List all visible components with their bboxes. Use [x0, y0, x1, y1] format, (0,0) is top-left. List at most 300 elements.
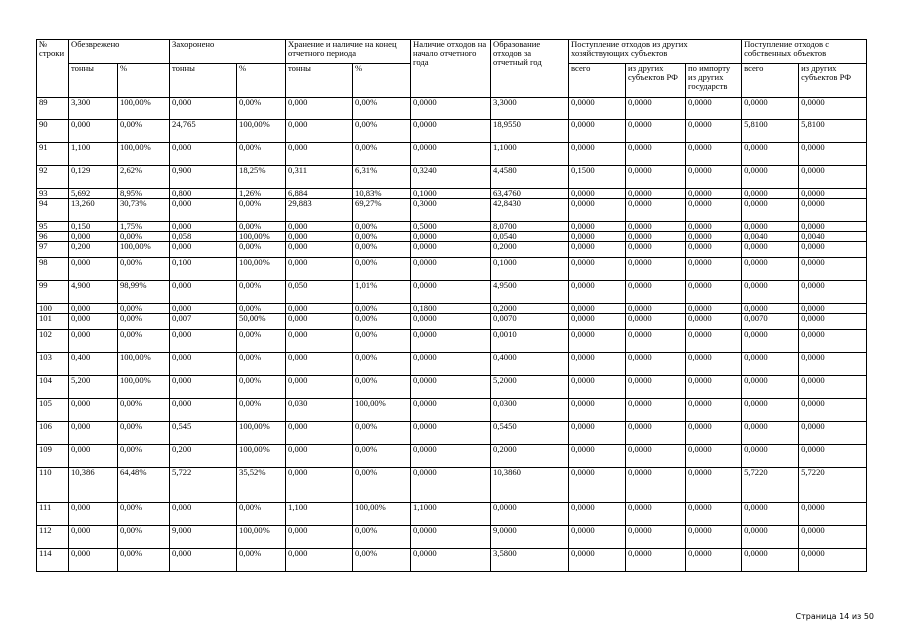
table-cell: 0,000 — [286, 468, 353, 503]
table-cell: 0,00% — [237, 353, 286, 376]
table-cell: 0,000 — [170, 503, 237, 526]
table-cell: 0,00% — [353, 314, 411, 330]
table-cell: 9,0000 — [491, 526, 569, 549]
table-row — [37, 526, 867, 549]
table-cell: 0,0000 — [411, 120, 491, 143]
table-cell: 0,3000 — [411, 199, 491, 222]
table-cell: 0,0000 — [686, 468, 742, 503]
row-number-cell: 101 — [37, 314, 69, 330]
table-cell: 0,00% — [237, 399, 286, 422]
table-cell: 4,4580 — [491, 166, 569, 189]
table-cell: 0,000 — [286, 445, 353, 468]
table-cell: 0,0000 — [686, 258, 742, 281]
table-cell: 0,0000 — [686, 399, 742, 422]
table-cell: 0,0000 — [686, 549, 742, 572]
table-cell: 0,0000 — [799, 304, 867, 314]
table-cell: 0,000 — [286, 376, 353, 399]
table-row — [37, 503, 867, 526]
table-cell: 0,00% — [237, 281, 286, 304]
table-cell: 0,0000 — [799, 281, 867, 304]
table-cell: 0,0000 — [799, 98, 867, 120]
table-cell: 0,900 — [170, 166, 237, 189]
table-cell: 0,0000 — [686, 120, 742, 143]
table-cell: 0,0000 — [799, 549, 867, 572]
table-cell: 0,0000 — [411, 258, 491, 281]
waste-table — [36, 39, 867, 572]
header-neutralized: Обезврежено — [69, 40, 170, 64]
table-cell: 0,0000 — [411, 314, 491, 330]
table-cell: 100,00% — [237, 526, 286, 549]
table-cell: 0,545 — [170, 422, 237, 445]
table-row — [37, 281, 867, 304]
table-row — [37, 399, 867, 422]
table-row — [37, 120, 867, 143]
table-cell: 5,7220 — [742, 468, 799, 503]
row-number-cell: 106 — [37, 422, 69, 445]
table-cell: 0,0000 — [626, 422, 686, 445]
table-cell: 0,000 — [170, 143, 237, 166]
table-cell: 0,00% — [118, 120, 170, 143]
table-cell: 0,00% — [118, 258, 170, 281]
table-cell: 0,0000 — [626, 399, 686, 422]
table-cell: 0,0000 — [626, 166, 686, 189]
table-row — [37, 143, 867, 166]
table-cell: 0,000 — [69, 526, 118, 549]
table-row — [37, 314, 867, 330]
table-cell: 0,050 — [286, 281, 353, 304]
table-cell: 0,000 — [69, 232, 118, 242]
table-cell: 0,200 — [69, 242, 118, 258]
table-row — [37, 232, 867, 242]
header-incoming-other: Поступление отходов из других хозяйствующих субъектов — [569, 40, 742, 64]
table-cell: 0,0000 — [686, 166, 742, 189]
table-cell: 5,692 — [69, 189, 118, 199]
table-row — [37, 304, 867, 314]
table-cell: 0,0000 — [569, 445, 626, 468]
table-cell: 50,00% — [237, 314, 286, 330]
row-number-cell: 103 — [37, 353, 69, 376]
table-cell: 0,0000 — [491, 503, 569, 526]
table-cell: 0,000 — [69, 445, 118, 468]
table-cell: 100,00% — [237, 258, 286, 281]
table-cell: 0,000 — [286, 526, 353, 549]
table-cell: 1,75% — [118, 222, 170, 232]
table-cell: 100,00% — [118, 376, 170, 399]
table-cell: 0,000 — [170, 281, 237, 304]
row-number-cell: 102 — [37, 330, 69, 353]
table-cell: 0,0070 — [742, 314, 799, 330]
table-cell: 0,0000 — [569, 199, 626, 222]
table-cell: 0,0000 — [742, 281, 799, 304]
table-cell: 9,000 — [170, 526, 237, 549]
table-cell: 0,0540 — [491, 232, 569, 242]
table-cell: 0,2000 — [491, 445, 569, 468]
table-cell: 0,0000 — [569, 258, 626, 281]
table-cell: 0,0000 — [626, 445, 686, 468]
table-cell: 0,000 — [286, 353, 353, 376]
table-cell: 0,0000 — [686, 281, 742, 304]
table-cell: 0,0000 — [686, 376, 742, 399]
table-cell: 5,8100 — [742, 120, 799, 143]
table-cell: 0,0000 — [569, 281, 626, 304]
table-cell: 0,4000 — [491, 353, 569, 376]
table-cell: 0,2000 — [491, 304, 569, 314]
table-cell: 0,000 — [286, 242, 353, 258]
table-cell: 0,00% — [353, 376, 411, 399]
table-cell: 0,0000 — [626, 503, 686, 526]
table-cell: 0,0000 — [686, 98, 742, 120]
row-number-cell: 99 — [37, 281, 69, 304]
table-cell: 0,0000 — [626, 330, 686, 353]
table-cell: 0,000 — [170, 98, 237, 120]
table-cell: 0,000 — [286, 143, 353, 166]
table-cell: 0,000 — [170, 376, 237, 399]
table-cell: 100,00% — [118, 143, 170, 166]
table-cell: 0,0000 — [799, 258, 867, 281]
table-cell: 0,0000 — [742, 399, 799, 422]
table-cell: 0,000 — [69, 304, 118, 314]
table-cell: 10,83% — [353, 189, 411, 199]
table-cell: 0,00% — [353, 549, 411, 572]
table-cell: 0,00% — [118, 399, 170, 422]
table-cell: 0,0000 — [569, 232, 626, 242]
table-cell: 100,00% — [353, 503, 411, 526]
table-cell: 0,000 — [69, 422, 118, 445]
table-cell: 0,0000 — [569, 503, 626, 526]
table-cell: 0,0000 — [686, 189, 742, 199]
table-cell: 0,0000 — [742, 503, 799, 526]
table-cell: 0,0000 — [686, 304, 742, 314]
table-cell: 0,0000 — [686, 422, 742, 445]
table-cell: 0,0000 — [411, 468, 491, 503]
table-cell: 100,00% — [237, 422, 286, 445]
table-cell: 0,00% — [118, 549, 170, 572]
subheader-percent: % — [237, 64, 286, 98]
table-cell: 0,00% — [237, 376, 286, 399]
table-cell: 0,000 — [69, 549, 118, 572]
table-cell: 1,01% — [353, 281, 411, 304]
row-number-cell: 109 — [37, 445, 69, 468]
table-cell: 0,0000 — [569, 143, 626, 166]
table-cell: 0,0000 — [411, 242, 491, 258]
table-cell: 0,00% — [118, 304, 170, 314]
table-cell: 0,00% — [237, 222, 286, 232]
table-cell: 0,00% — [353, 242, 411, 258]
table-cell: 0,0000 — [569, 242, 626, 258]
table-cell: 5,7220 — [799, 468, 867, 503]
table-cell: 0,000 — [170, 330, 237, 353]
table-cell: 0,0000 — [686, 503, 742, 526]
table-cell: 0,000 — [170, 353, 237, 376]
table-cell: 1,1000 — [491, 143, 569, 166]
table-row — [37, 468, 867, 503]
table-cell: 0,0000 — [626, 222, 686, 232]
table-cell: 0,0000 — [569, 353, 626, 376]
table-cell: 0,0000 — [686, 222, 742, 232]
table-cell: 0,000 — [170, 222, 237, 232]
table-cell: 0,00% — [353, 120, 411, 143]
row-number-cell: 89 — [37, 98, 69, 120]
table-cell: 0,0000 — [626, 258, 686, 281]
table-cell: 0,0000 — [799, 330, 867, 353]
subheader-total: всего — [569, 64, 626, 98]
row-number-cell: 104 — [37, 376, 69, 399]
table-cell: 0,129 — [69, 166, 118, 189]
table-cell: 0,00% — [237, 503, 286, 526]
table-cell: 0,000 — [170, 242, 237, 258]
table-row — [37, 353, 867, 376]
table-cell: 0,0000 — [626, 232, 686, 242]
table-cell: 0,00% — [353, 222, 411, 232]
table-cell: 42,8430 — [491, 199, 569, 222]
table-cell: 0,311 — [286, 166, 353, 189]
row-number-cell: 94 — [37, 199, 69, 222]
table-cell: 18,9550 — [491, 120, 569, 143]
table-cell: 0,0000 — [799, 376, 867, 399]
table-cell: 0,0000 — [411, 330, 491, 353]
table-cell: 0,00% — [237, 143, 286, 166]
table-cell: 0,0000 — [411, 445, 491, 468]
table-cell: 0,1000 — [491, 258, 569, 281]
table-cell: 0,000 — [286, 222, 353, 232]
table-cell: 0,0000 — [742, 258, 799, 281]
table-cell: 0,0000 — [411, 376, 491, 399]
subheader-from-rf: из других субъектов РФ — [626, 64, 686, 98]
row-number-cell: 105 — [37, 399, 69, 422]
table-cell: 0,0000 — [799, 242, 867, 258]
table-cell: 0,0000 — [799, 503, 867, 526]
table-cell: 100,00% — [353, 399, 411, 422]
table-cell: 13,260 — [69, 199, 118, 222]
table-cell: 5,8100 — [799, 120, 867, 143]
table-cell: 0,0000 — [569, 468, 626, 503]
table-cell: 0,00% — [353, 98, 411, 120]
table-cell: 0,0000 — [742, 353, 799, 376]
table-cell: 0,200 — [170, 445, 237, 468]
table-cell: 0,0000 — [742, 189, 799, 199]
table-cell: 0,000 — [69, 503, 118, 526]
table-cell: 0,0000 — [742, 445, 799, 468]
header-row-number: № строки — [37, 40, 69, 98]
table-cell: 0,400 — [69, 353, 118, 376]
table-cell: 10,386 — [69, 468, 118, 503]
table-cell: 0,000 — [286, 549, 353, 572]
table-cell: 35,52% — [237, 468, 286, 503]
table-cell: 0,00% — [353, 143, 411, 166]
table-cell: 0,007 — [170, 314, 237, 330]
table-cell: 0,0000 — [569, 549, 626, 572]
row-number-cell: 96 — [37, 232, 69, 242]
table-cell: 0,0000 — [569, 376, 626, 399]
table-cell: 0,1500 — [569, 166, 626, 189]
table-cell: 0,0000 — [569, 330, 626, 353]
table-cell: 0,00% — [353, 330, 411, 353]
table-cell: 1,26% — [237, 189, 286, 199]
table-cell: 0,1000 — [411, 189, 491, 199]
table-cell: 0,000 — [286, 120, 353, 143]
table-cell: 0,0000 — [411, 98, 491, 120]
table-cell: 0,0000 — [799, 353, 867, 376]
table-cell: 63,4760 — [491, 189, 569, 199]
table-cell: 0,0000 — [742, 526, 799, 549]
table-cell: 0,0000 — [799, 199, 867, 222]
table-cell: 0,0000 — [626, 281, 686, 304]
table-cell: 6,31% — [353, 166, 411, 189]
table-cell: 0,0000 — [626, 376, 686, 399]
table-cell: 0,00% — [353, 422, 411, 445]
table-cell: 30,73% — [118, 199, 170, 222]
table-cell: 0,0070 — [491, 314, 569, 330]
table-cell: 0,0000 — [411, 353, 491, 376]
table-cell: 3,300 — [69, 98, 118, 120]
table-cell: 0,00% — [237, 242, 286, 258]
subheader-tonnes: тонны — [170, 64, 237, 98]
table-cell: 0,800 — [170, 189, 237, 199]
table-cell: 29,883 — [286, 199, 353, 222]
table-row — [37, 445, 867, 468]
table-cell: 0,00% — [353, 353, 411, 376]
table-cell: 0,0000 — [742, 422, 799, 445]
table-cell: 0,0000 — [411, 422, 491, 445]
table-row — [37, 222, 867, 232]
table-cell: 0,0010 — [491, 330, 569, 353]
table-cell: 0,5450 — [491, 422, 569, 445]
page-number: Страница 14 из 50 — [795, 612, 874, 621]
table-cell: 0,000 — [69, 399, 118, 422]
table-row — [37, 376, 867, 399]
table-cell: 5,200 — [69, 376, 118, 399]
table-cell: 0,00% — [353, 526, 411, 549]
table-cell: 0,2000 — [491, 242, 569, 258]
table-cell: 0,000 — [286, 314, 353, 330]
subheader-percent: % — [353, 64, 411, 98]
row-number-cell: 97 — [37, 242, 69, 258]
table-cell: 0,0000 — [569, 304, 626, 314]
table-row — [37, 258, 867, 281]
table-cell: 0,0000 — [626, 353, 686, 376]
table-cell: 0,0000 — [569, 526, 626, 549]
row-number-cell: 112 — [37, 526, 69, 549]
table-cell: 0,0000 — [742, 199, 799, 222]
table-cell: 0,1800 — [411, 304, 491, 314]
table-cell: 0,0000 — [799, 526, 867, 549]
table-cell: 0,00% — [353, 445, 411, 468]
table-cell: 100,00% — [118, 353, 170, 376]
table-cell: 0,0000 — [742, 222, 799, 232]
table-cell: 0,00% — [118, 232, 170, 242]
table-cell: 0,0000 — [799, 143, 867, 166]
table-cell: 0,0300 — [491, 399, 569, 422]
table-cell: 0,058 — [170, 232, 237, 242]
table-cell: 0,100 — [170, 258, 237, 281]
row-number-cell: 95 — [37, 222, 69, 232]
table-cell: 0,00% — [353, 468, 411, 503]
table-cell: 0,000 — [69, 314, 118, 330]
table-cell: 0,0000 — [742, 143, 799, 166]
table-cell: 0,00% — [118, 503, 170, 526]
table-row — [37, 549, 867, 572]
table-cell: 0,030 — [286, 399, 353, 422]
subheader-import: по импорту из других государств — [686, 64, 742, 98]
table-cell: 0,0000 — [686, 242, 742, 258]
table-cell: 0,0000 — [626, 120, 686, 143]
header-storage: Хранение и наличие на конец отчетного периода — [286, 40, 411, 64]
header-at-start: Наличие отходов на начало отчетного года — [411, 40, 491, 98]
table-cell: 0,0000 — [569, 189, 626, 199]
table-row — [37, 166, 867, 189]
row-number-cell: 90 — [37, 120, 69, 143]
table-cell: 0,0000 — [626, 98, 686, 120]
row-number-cell: 111 — [37, 503, 69, 526]
table-cell: 100,00% — [118, 98, 170, 120]
table-row — [37, 98, 867, 120]
row-number-cell: 98 — [37, 258, 69, 281]
table-cell: 98,99% — [118, 281, 170, 304]
row-number-cell: 114 — [37, 549, 69, 572]
table-cell: 0,000 — [69, 258, 118, 281]
table-cell: 0,0000 — [742, 98, 799, 120]
table-cell: 0,0000 — [626, 199, 686, 222]
table-cell: 0,000 — [170, 199, 237, 222]
table-cell: 0,0000 — [799, 222, 867, 232]
table-cell: 0,0000 — [626, 526, 686, 549]
table-cell: 0,00% — [353, 232, 411, 242]
table-cell: 5,722 — [170, 468, 237, 503]
subheader-percent: % — [118, 64, 170, 98]
table-cell: 0,000 — [286, 304, 353, 314]
table-cell: 4,9500 — [491, 281, 569, 304]
table-cell: 0,0000 — [686, 199, 742, 222]
table-cell: 0,00% — [237, 330, 286, 353]
table-cell: 0,0000 — [799, 166, 867, 189]
table-row — [37, 330, 867, 353]
table-cell: 64,48% — [118, 468, 170, 503]
table-cell: 3,3000 — [491, 98, 569, 120]
row-number-cell: 92 — [37, 166, 69, 189]
table-cell: 0,0000 — [799, 445, 867, 468]
table-cell: 0,000 — [286, 258, 353, 281]
table-cell: 0,0000 — [626, 468, 686, 503]
table-cell: 0,000 — [286, 330, 353, 353]
table-cell: 0,00% — [353, 258, 411, 281]
table-cell: 1,1000 — [411, 503, 491, 526]
table-cell: 0,3240 — [411, 166, 491, 189]
table-cell: 0,000 — [286, 422, 353, 445]
table-row — [37, 199, 867, 222]
subheader-from-rf: из других субъектов РФ — [799, 64, 867, 98]
table-cell: 0,0000 — [799, 399, 867, 422]
table-cell: 0,0000 — [626, 189, 686, 199]
table-cell: 0,0000 — [686, 330, 742, 353]
row-number-cell: 91 — [37, 143, 69, 166]
table-row — [37, 189, 867, 199]
table-body — [37, 98, 867, 572]
table-cell: 0,0000 — [411, 399, 491, 422]
table-cell: 0,0000 — [626, 242, 686, 258]
table-cell: 0,0000 — [799, 189, 867, 199]
table-cell: 0,00% — [118, 526, 170, 549]
table-cell: 0,0000 — [742, 304, 799, 314]
table-cell: 0,0000 — [799, 314, 867, 330]
table-cell: 0,0040 — [799, 232, 867, 242]
table-cell: 0,0000 — [411, 232, 491, 242]
table-cell: 3,5800 — [491, 549, 569, 572]
table-cell: 24,765 — [170, 120, 237, 143]
table-cell: 0,0000 — [686, 232, 742, 242]
table-cell: 0,0000 — [569, 120, 626, 143]
table-cell: 0,5000 — [411, 222, 491, 232]
table-cell: 0,00% — [118, 422, 170, 445]
